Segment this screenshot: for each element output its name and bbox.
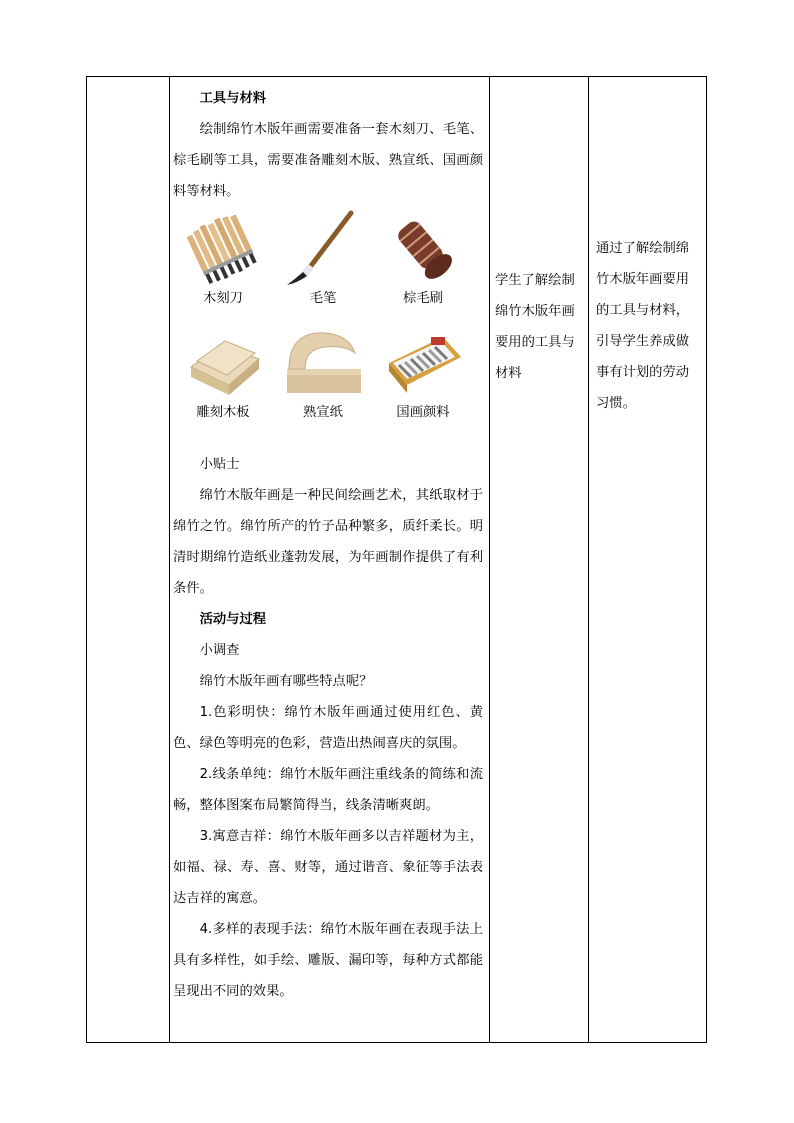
survey-title: 小调查 [199, 643, 240, 658]
tool-item [277, 323, 369, 427]
paint-set-icon [381, 323, 465, 403]
tools-heading: 工具与材料 [199, 91, 267, 106]
tool-label: 雕刻木板 [196, 405, 250, 420]
student-activity-text: 学生了解绘制绵竹木版年画要用的工具与材料 [495, 273, 575, 381]
tool-label: 毛笔 [309, 291, 337, 306]
survey-question: 绵竹木版年画有哪些特点呢？ [199, 674, 373, 689]
empty-cell [87, 77, 169, 1042]
spacer [173, 427, 483, 449]
design-intent-text: 通过了解绘制绵竹木版年画要用的工具与材料，引导学生养成做事有计划的劳动习惯。 [596, 241, 690, 411]
student-activity-cell [490, 77, 588, 1042]
tool-item [377, 323, 469, 427]
tool-item [177, 323, 269, 427]
tool-label: 熟宣纸 [303, 405, 343, 420]
rice-paper-icon [281, 323, 365, 403]
tips-title: 小贴士 [199, 457, 240, 472]
feature-point: 3.寓意吉祥：绵竹木版年画多以吉祥题材为主，如福、禄、寿、喜、财等，通过谐音、象征等手法表达吉祥的寓意。 [173, 829, 483, 906]
tool-item [177, 209, 269, 313]
tool-item [377, 209, 469, 313]
woodblock-icon [181, 323, 265, 403]
tool-item [277, 209, 369, 313]
activity-heading: 活动与过程 [199, 612, 267, 627]
tips-text: 绵竹木版年画是一种民间绘画艺术，其纸取材于绵竹之竹。绵竹所产的竹子品种繁多，质纤柔长。明清时期绵竹造纸业蓬勃发展，为年画制作提供了有利条件。 [173, 488, 483, 596]
feature-point: 1.色彩明快：绵竹木版年画通过使用红色、黄色、绿色等明亮的色彩，营造出热闹喜庆的氛围。 [173, 705, 483, 751]
tool-label: 国画颜料 [396, 405, 450, 420]
materials-row [177, 323, 469, 427]
design-intent-cell [589, 77, 708, 1042]
tool-label: 木刻刀 [203, 291, 243, 306]
feature-point: 4.多样的表现手法：绵竹木版年画在表现手法上具有多样性，如手绘、雕版、漏印等，每种方式都能呈现出不同的效果。 [173, 922, 483, 999]
brush-pen-icon [281, 209, 365, 289]
tool-label: 棕毛刷 [403, 291, 443, 306]
lesson-table [86, 76, 707, 1043]
carving-knives-icon [181, 209, 265, 289]
tools-intro: 绘制绵竹木版年画需要准备一套木刻刀、毛笔、棕毛刷等工具，需要准备雕刻木版、熟宣纸、国画颜料等材料。 [173, 122, 483, 199]
palm-brush-icon [381, 209, 465, 289]
tools-row [177, 209, 469, 313]
feature-point: 2.线条单纯：绵竹木版年画注重线条的简练和流畅，整体图案布局繁简得当，线条清晰爽朗。 [173, 767, 483, 813]
teaching-content-cell [169, 77, 489, 1042]
